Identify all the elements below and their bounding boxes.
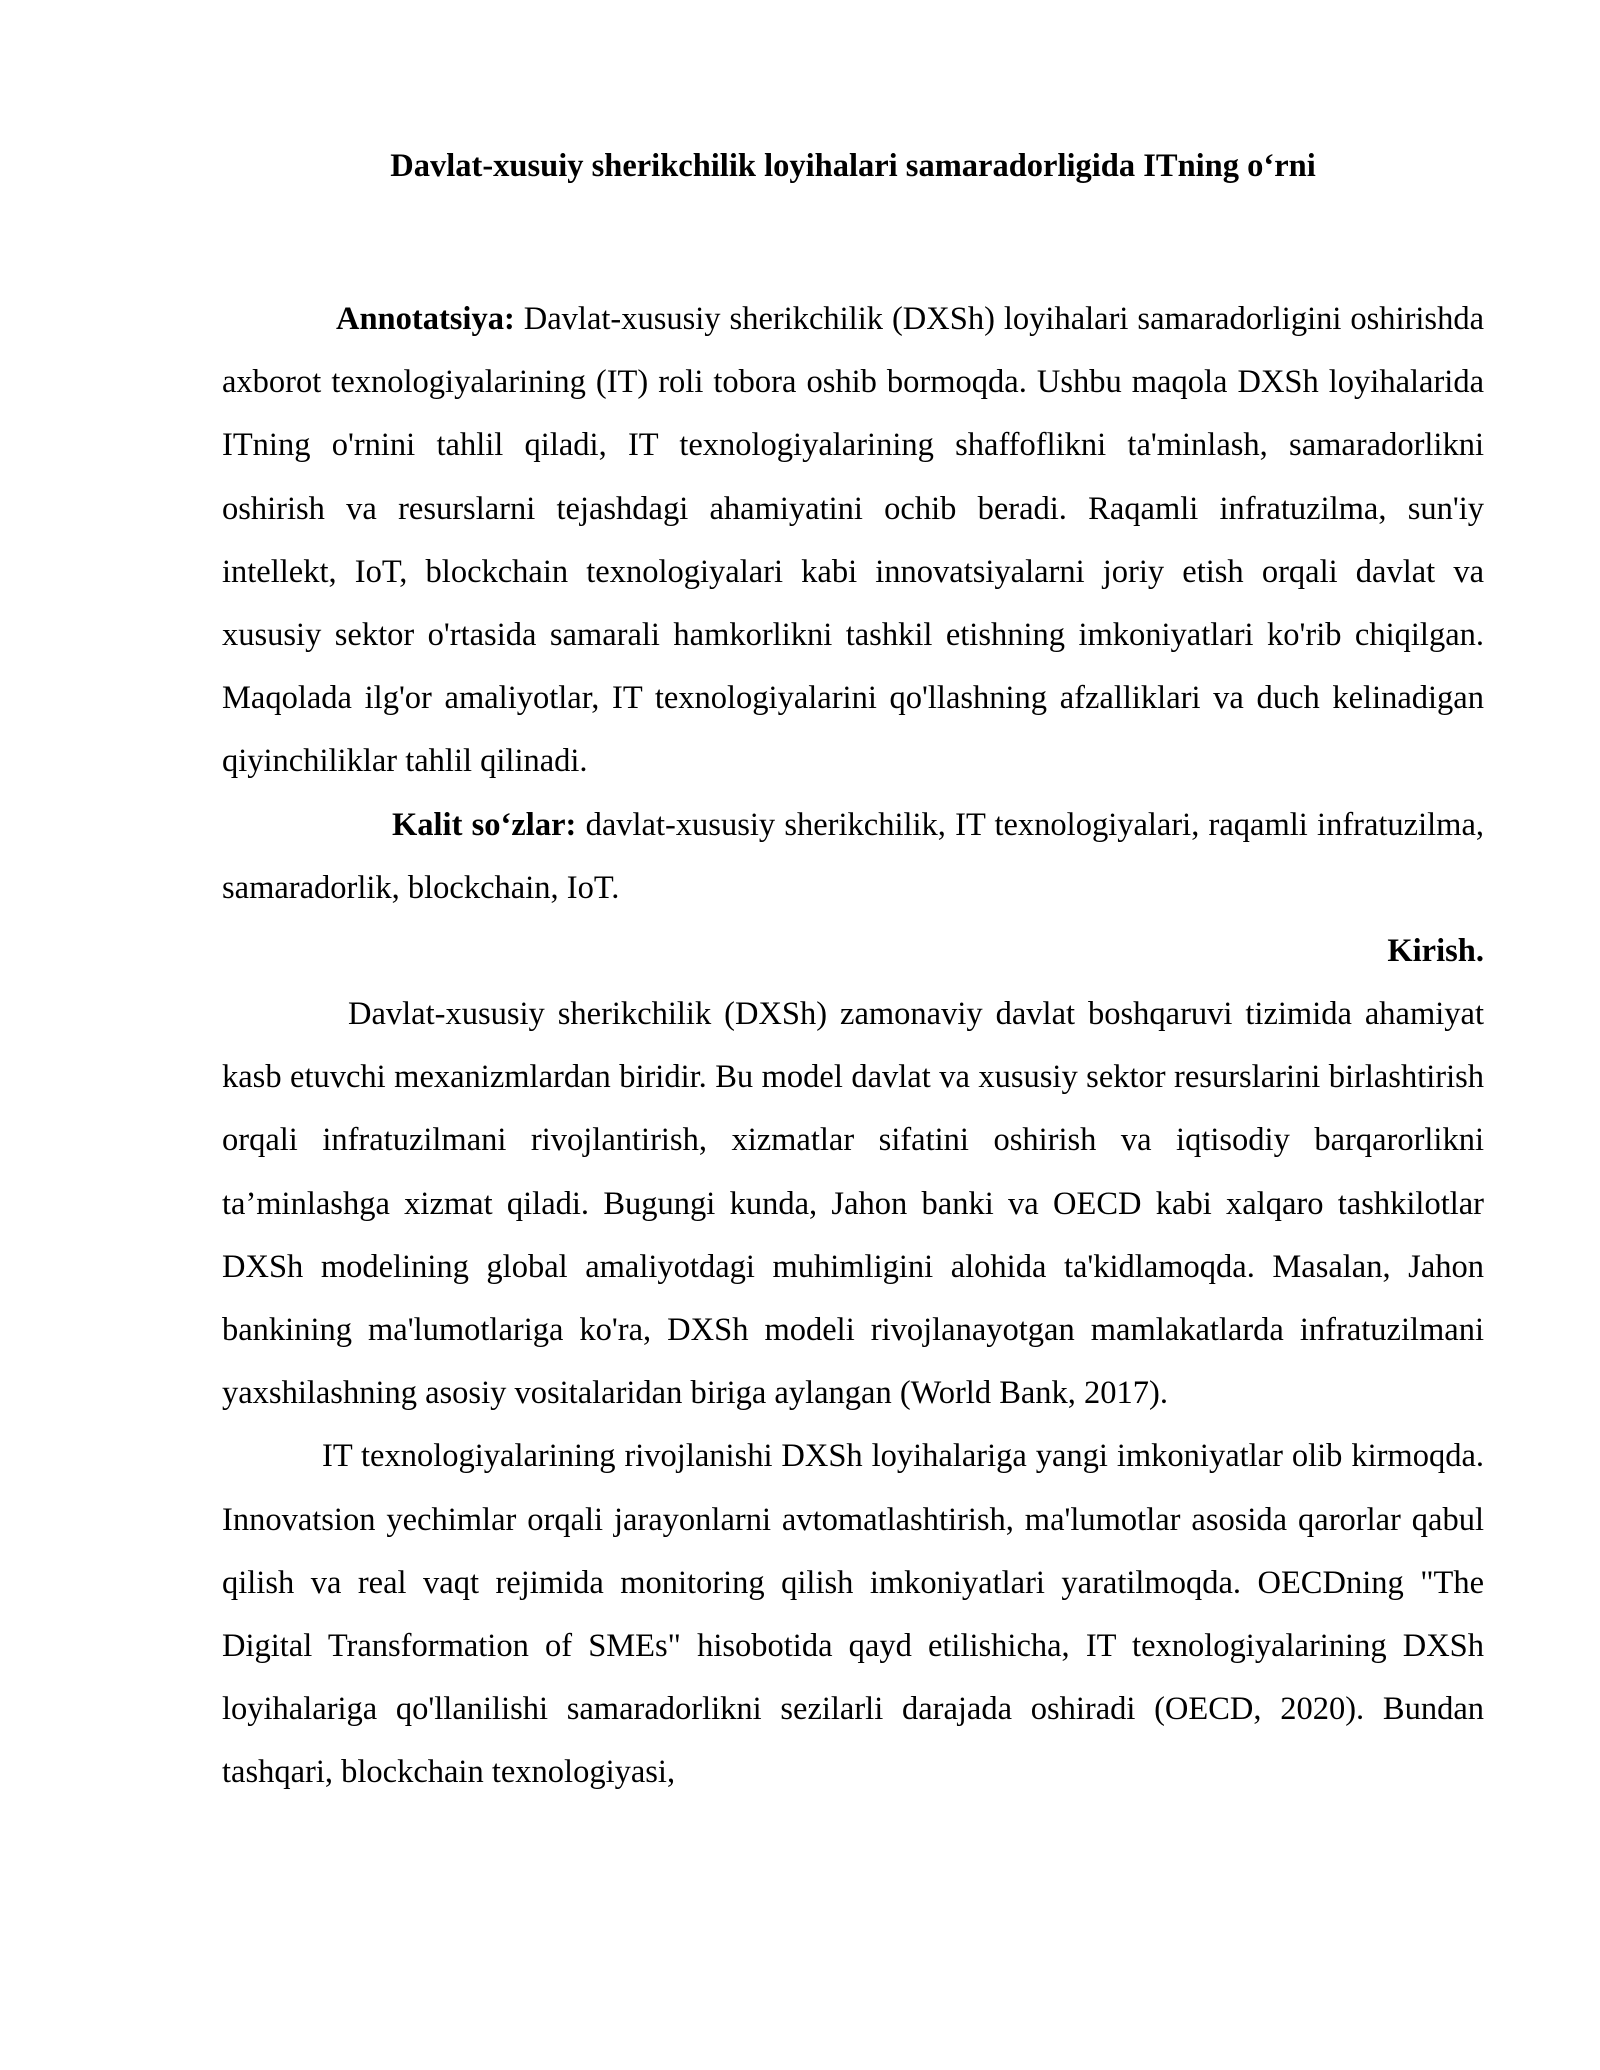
- intro-paragraph-1: Davlat-xususiy sherikchilik (DXSh) zamonaviy davlat boshqaruvi tizimida ahamiyat kasb etuvchi mexanizmlardan biridir. Bu model davlat va xususiy sektor resurslarini birlashtirish orqali infratuzilmani rivojlantirish, xizmatlar sifatini oshirish va iqtisodiy barqarorlikni ta’minlashga xizmat qiladi. Bugungi kunda, Jahon banki va OECD kabi xalqaro tashkilotlar DXSh modelining global amaliyotdagi muhimligini alohida ta'kidlamoqda. Masalan, Jahon bankining ma'lumotlariga ko'ra, DXSh modeli rivojlanayotgan mamlakatlarda infratuzilmani yaxshilashning asosiy vositalaridan biriga aylangan (World Bank, 2017).: [222, 996, 1484, 1412]
- document-body: [222, 146, 1484, 1805]
- keywords-paragraph: [222, 794, 1484, 920]
- intro-paragraph-2: IT texnologiyalarining rivojlanishi DXSh loyihalariga yangi imkoniyatlar olib kirmoqda. Innovatsion yechimlar orqali jarayonlarni avtomatlashtirish, ma'lumotlar asosida qarorlar qabul qilish va real vaqt rejimida monitoring qilish imkoniyatlari yaratilmoqda. OECDning "The Digital Transformation of SMEs" hisobotida qayd etilishicha, IT texnologiyalarining DXSh loyihalariga qo'llanilishi samaradorlikni sezilarli darajada oshiradi (OECD, 2020). Bundan tashqari, blockchain texnologiyasi,: [222, 1438, 1484, 1791]
- intro-heading: Kirish.: [1387, 933, 1484, 970]
- abstract-label: Annotatsiya:: [336, 301, 515, 337]
- keywords-text: davlat-xususiy sherikchilik, IT texnologiyalari, raqamli infratuzilma, samaradorlik, blockchain, IoT.: [222, 806, 1484, 906]
- abstract-paragraph: [222, 288, 1484, 794]
- abstract-text: Davlat-xususiy sherikchilik (DXSh) loyihalari samaradorligini oshirishda axborot texnologiyalarining (IT) roli tobora oshib bormoqda. Ushbu maqola DXSh loyihalarida ITning o'rnini tahlil qiladi, IT texnologiyalarining shaffoflikni ta'minlash, samaradorlikni oshirish va resurslarni tejashdagi ahamiyatini ochib beradi. Raqamli infratuzilma, sun'iy intellekt, IoT, blockchain texnologiyalari kabi innovatsiyalarni joriy etish orqali davlat va xususiy sektor o'rtasida samarali hamkorlikni tashkil etishning imkoniyatlari ko'rib chiqilgan. Maqolada ilg'or amaliyotlar, IT texnologiyalarini qo'llashning afzalliklari va duch kelinadigan qiyinchiliklar tahlil qilinadi.: [222, 301, 1484, 780]
- keywords-label: Kalit so‘zlar:: [392, 806, 577, 843]
- document-title: Davlat-xusuiy sherikchilik loyihalari samaradorligida ITning o‘rni: [390, 148, 1316, 184]
